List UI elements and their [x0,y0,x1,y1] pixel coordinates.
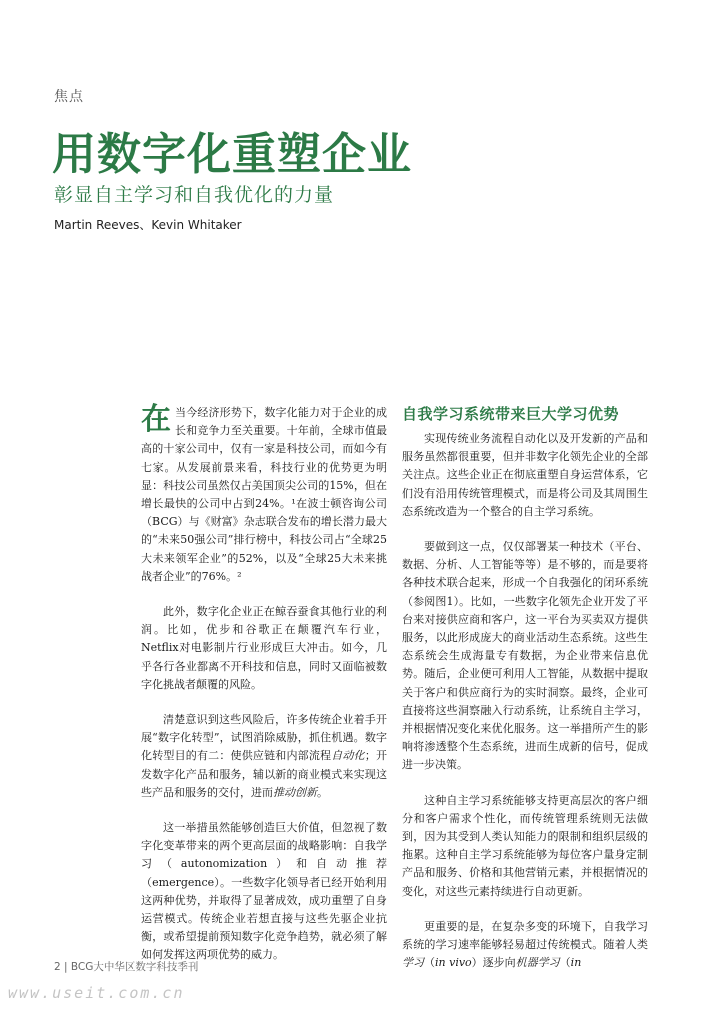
right-column [402,404,648,989]
dropcap: 在 [141,402,171,437]
paragraph-text: ）逐步向 [471,956,516,970]
paragraph [402,918,648,973]
paragraph-text: 清楚意识到这些风险后，许多传统企业着手开展“数字化转型”，试图消除威胁，抓住机遇。数字化转型目的有二：使供应链和内部流程 [141,713,387,763]
paragraph-text: （ [424,956,435,970]
page-subtitle: 彰显自主学习和自我优化的力量 [54,184,335,206]
left-column [141,404,387,982]
page-footer: 2 | BCG大中华区数字科技季刊 [54,961,199,973]
paragraph-text: ；开发数字化产品和服务，辅以新的商业模式来实现这些产品和服务的交付，进而 [141,749,388,799]
emphasis-text: 机器学习 [515,956,560,970]
emphasis-text: in vivo [435,956,472,970]
paragraph: 这种自主学习系统能够支持更高层次的客户细分和客户需求个性化，而传统管理系统则无法做到，因为其受到人类认知能力的限制和组织层级的拖累。这种自主学习系统能够为每位客户量身定制产品和服务、价格和其他营销元素，并根据情况的变化，对这些元素持续进行自动更新。 [402,793,648,898]
section-label: 焦点 [54,89,84,105]
authors: Martin Reeves、Kevin Whitaker [54,218,242,232]
paragraph-text: 。 [317,785,328,799]
watermark: www.useit.com.cn [8,984,185,1002]
page-title: 用数字化重塑企业 [52,129,412,180]
paragraph-text: 当今经济形势下，数字化能力对于企业的成长和竞争力至关重要。十年前，全球市值最高的十家公司中，仅有一家是科技公司，而如今有七家。从发展前景来看，科技行业的优势更为明显：科技公司虽然仅占美国顶尖公司的15%，但在增长最快的公司中占到24%。¹在波士顿咨询公司（BCG）与《财富》杂志联合发布的增长潜力最大的“未来50强公司”排行榜中，科技公司占“全球25大未来领军企业”的52%，以及“全球25大未来挑战者企业”的76%。² [141,406,387,583]
paragraph-text: 更重要的是，在复杂多变的环境下，自我学习系统的学习速率能够轻易超过传统模式。随着人类 [402,919,648,952]
paragraph: 实现传统业务流程自动化以及开发新的产品和服务虽然都很重要，但并非数字化领先企业的全部关注点。这些企业正在彻底重塑自身运营体系，它们没有沿用传统管理模式，而是将公司及其周围生态系统改造为一个整合的自主学习系统。 [402,432,648,518]
paragraph: 要做到这一点，仅仅部署某一种技术（平台、数据、分析、人工智能等等）是不够的，而是要将各种技术联合起来，形成一个自我强化的闭环系统（参阅图1）。比如，一些数字化领先企业开发了平台来对接供应商和客户，这一平台为买卖双方提供服务，以此形成庞大的商业活动生态系统。这些生态系统会生成海量专有数据，为企业带来信息优势。随后，企业便可利用人工智能，从数据中提取关于客户和供应商行为的实时洞察。最终，企业可直接将这些洞察融入行动系统，让系统自主学习，并根据情况变化来优化服务。这一举措所产生的影响将渗透整个生态系统，进而生成新的信号，促成进一步决策。 [402,540,648,772]
emphasis-text: in [570,956,582,970]
emphasis-text: 自动化 [331,749,365,763]
intro-paragraph [141,404,387,586]
emphasis-text: 学习 [402,956,424,970]
paragraph [141,711,387,802]
paragraph: 这一举措虽然能够创造巨大价值，但忽视了数字化变革带来的两个更高层面的战略影响：自我学习（autonomization）和自动推荐（emergence）。一些数字化领导者已经开始利用这两种优势，并取得了显著成效，成功重塑了自身运营模式。传统企业若想直接与这些先驱企业抗衡，或希望提前预知数字化竞争趋势，就必须了解如何发挥这两项优势的威力。 [141,821,387,962]
paragraph-text: （ [559,956,571,970]
emphasis-text: 推动创新 [273,785,317,799]
section-heading: 自我学习系统带来巨大学习优势 [402,405,620,423]
paragraph: 此外，数字化企业正在鲸吞蚕食其他行业的利润。比如，优步和谷歌正在颠覆汽车行业，Netflix对电影制片行业形成巨大冲击。如今，几乎各行各业都离不开科技和信息，同时又面临被数字化挑战者颠覆的风险。 [141,605,387,691]
